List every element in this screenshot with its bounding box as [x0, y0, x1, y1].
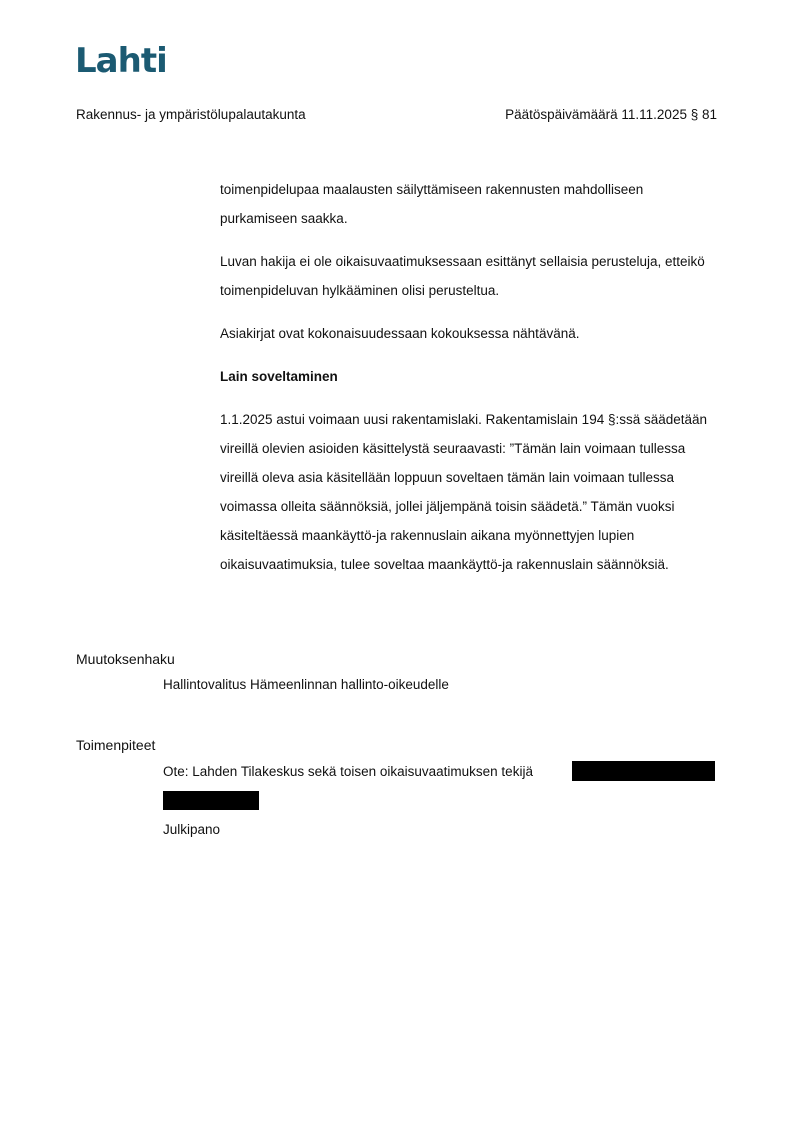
lahti-logo: Lahti: [75, 41, 167, 81]
paragraph-permit: [220, 175, 720, 233]
redaction-block: [163, 791, 259, 810]
paragraph-documents: [220, 319, 720, 348]
decision-date: Päätöspäivämäärä 11.11.2025 § 81: [505, 107, 717, 122]
actions-public-notice: Julkipano: [163, 822, 221, 837]
paragraph-law: [220, 405, 720, 579]
redaction-block: [572, 761, 715, 781]
actions-extract-line: Ote: Lahden Tilakeskus sekä toisen oikaisuvaatimuksen tekijä: [163, 764, 533, 779]
section-heading-law: Lain soveltaminen: [220, 369, 338, 384]
paragraph-grounds: [220, 247, 720, 305]
actions-title: Toimenpiteet: [76, 737, 156, 753]
appeal-title: Muutoksenhaku: [76, 651, 175, 667]
paragraph-text: Luvan hakija ei ole oikaisuvaatimuksessaan esittänyt sellaisia perusteluja, etteikö toimenpideluvan hylkääminen olisi perusteltua.: [220, 254, 705, 298]
paragraph-text: toimenpidelupaa maalausten säilyttämiseen rakennusten mahdolliseen purkamiseen saakka.: [220, 182, 644, 226]
paragraph-text: 1.1.2025 astui voimaan uusi rakentamislaki. Rakentamislain 194 §:ssä säädetään vireillä olevien asioiden käsittelystä seuraavasti: ”Tämän lain voimaan tullessa vireillä oleva asia käsitellään loppuun soveltaen tämän lain voimaan tullessa voimassa olleita säännöksiä, jollei jäljempänä toisin säädetä.” Tämän vuoksi käsiteltäessä maankäyttö-ja rakennuslain aikana myönnettyjen lupien oikaisuvaatimuksia, tulee soveltaa maankäyttö-ja rakennuslain säännöksiä.: [220, 412, 708, 572]
appeal-text: Hallintovalitus Hämeenlinnan hallinto-oikeudelle: [163, 677, 449, 692]
paragraph-text: Asiakirjat ovat kokonaisuudessaan kokouksessa nähtävänä.: [220, 326, 580, 341]
committee-name: Rakennus- ja ympäristölupalautakunta: [76, 107, 306, 122]
